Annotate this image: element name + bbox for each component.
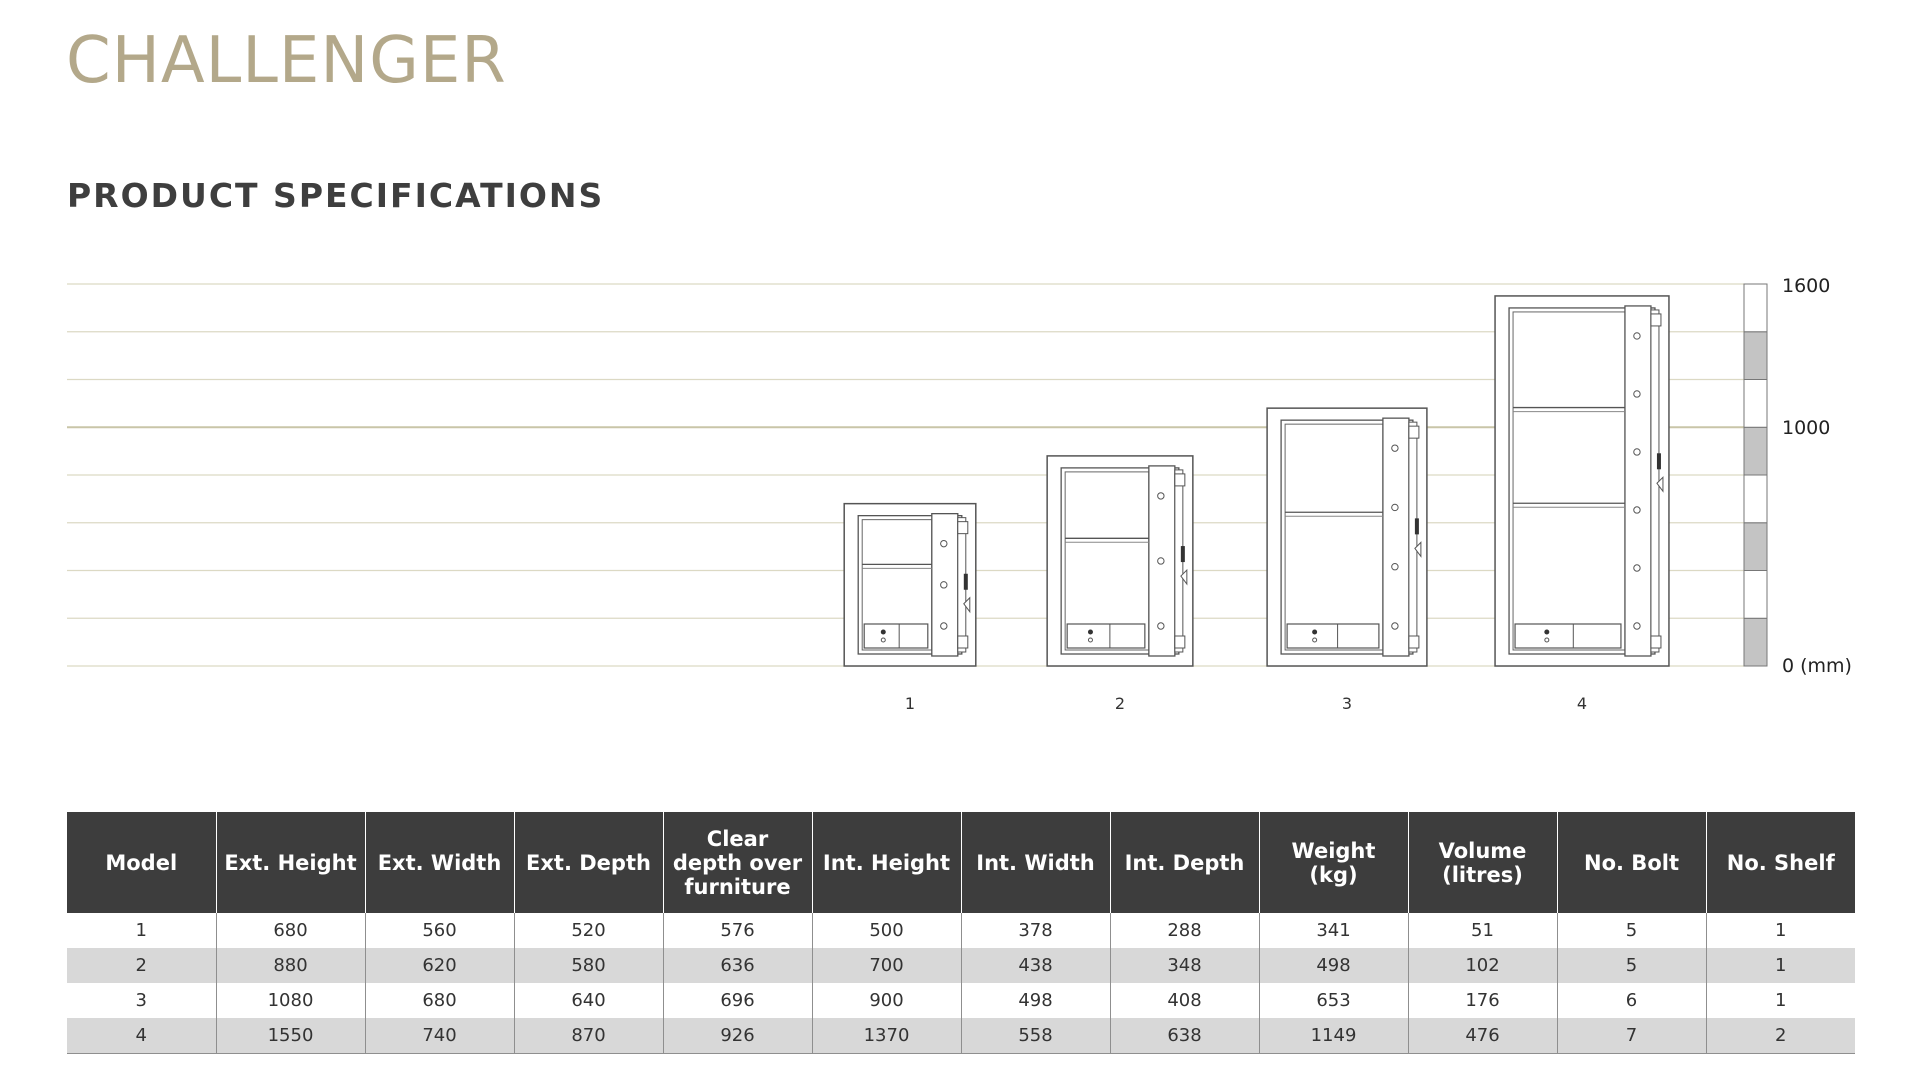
scale-label-1600: 1600: [1782, 275, 1831, 297]
table-cell: 740: [365, 1018, 514, 1054]
column-header-text: Int. Depth: [1124, 850, 1245, 875]
safe-model-1: [844, 504, 976, 713]
scale-segment: [1744, 427, 1767, 475]
table-cell: 636: [663, 948, 812, 983]
brand-title: CHALLENGER: [66, 24, 507, 98]
table-cell: 680: [216, 913, 365, 948]
table-cell: 51: [1408, 913, 1557, 948]
door-hinge: [1409, 426, 1419, 438]
scale-segment: [1744, 523, 1767, 571]
safe-drawer: [1287, 624, 1379, 648]
column-header-text: (kg): [1309, 862, 1358, 887]
column-header-text: Clear: [706, 826, 769, 851]
door-hinge: [958, 522, 968, 534]
column-header-text: Int. Height: [822, 850, 951, 875]
table-cell: 558: [961, 1018, 1110, 1054]
table-body: [67, 913, 1855, 1054]
scale-segment: [1744, 618, 1767, 666]
safe-door: [1383, 418, 1409, 656]
table-cell: 620: [365, 948, 514, 983]
column-header-text: No. Bolt: [1584, 850, 1679, 875]
safe-door: [1625, 306, 1651, 656]
table-row: [67, 1018, 1855, 1054]
scale-segment: [1744, 475, 1767, 523]
table-cell: 1370: [812, 1018, 961, 1054]
column-header-text: No. Shelf: [1726, 850, 1835, 875]
column-header: [1706, 812, 1855, 913]
column-header-text: Ext. Height: [224, 850, 357, 875]
table-cell: 900: [812, 983, 961, 1018]
door-bolt: [1392, 445, 1398, 451]
spec-table: [67, 812, 1855, 1054]
scale-segment: [1744, 284, 1767, 332]
door-bolt: [941, 623, 947, 629]
table-cell: 638: [1110, 1018, 1259, 1054]
column-header-text: depth over: [672, 850, 803, 875]
column-header: [1259, 812, 1408, 913]
column-header: [365, 812, 514, 913]
door-bolt: [1634, 565, 1640, 571]
table-cell: 640: [514, 983, 663, 1018]
column-header: [514, 812, 663, 913]
scale-labels: [1782, 275, 1852, 677]
door-hinge: [1651, 314, 1661, 326]
drawer-lock: [881, 630, 886, 635]
safe-drawer: [1515, 624, 1621, 648]
table-cell: 3: [67, 983, 216, 1018]
table-cell: 1: [1706, 948, 1855, 983]
column-header: [67, 812, 216, 913]
table-row: [67, 983, 1855, 1018]
door-bolt: [941, 582, 947, 588]
table-cell: 176: [1408, 983, 1557, 1018]
model-label: 4: [1576, 694, 1588, 713]
table-header-row: [67, 812, 1855, 913]
column-header-text: (litres): [1442, 862, 1523, 887]
table-cell: 341: [1259, 913, 1408, 948]
scale-segment: [1744, 571, 1767, 619]
table-cell: 1550: [216, 1018, 365, 1054]
scale-segment: [1744, 332, 1767, 380]
table-cell: 378: [961, 913, 1110, 948]
door-handle: [1181, 546, 1185, 562]
safe-illustrations: [844, 296, 1669, 713]
drawer-lock: [1088, 630, 1093, 635]
table-cell: 1: [1706, 913, 1855, 948]
column-header: [1557, 812, 1706, 913]
door-bolt: [1392, 623, 1398, 629]
table-cell: 498: [1259, 948, 1408, 983]
door-bolt: [1634, 333, 1640, 339]
door-edge: [1651, 310, 1659, 652]
door-hinge: [1175, 636, 1185, 648]
table-row: [67, 913, 1855, 948]
door-hinge: [958, 636, 968, 648]
door-bolt: [1158, 623, 1164, 629]
table-cell: 520: [514, 913, 663, 948]
table-cell: 2: [67, 948, 216, 983]
column-header-text: Weight: [1291, 838, 1376, 863]
safe-model-2: [1047, 456, 1193, 713]
table-cell: 1149: [1259, 1018, 1408, 1054]
table-cell: 576: [663, 913, 812, 948]
door-bolt: [1634, 391, 1640, 397]
column-header-text: Ext. Width: [377, 850, 502, 875]
table-cell: 560: [365, 913, 514, 948]
table-cell: 926: [663, 1018, 812, 1054]
model-label: 3: [1341, 694, 1353, 713]
table-row: [67, 948, 1855, 983]
door-handle: [1657, 453, 1661, 469]
column-header-text: furniture: [684, 874, 791, 899]
column-header: [812, 812, 961, 913]
table-cell: 476: [1408, 1018, 1557, 1054]
column-header-text: Ext. Depth: [526, 850, 651, 875]
scale-label-zero: 0 (mm): [1782, 655, 1852, 677]
table-cell: 7: [1557, 1018, 1706, 1054]
table-cell: 102: [1408, 948, 1557, 983]
door-handle: [964, 574, 968, 590]
drawer-lock: [1312, 630, 1317, 635]
door-hinge: [1651, 636, 1661, 648]
door-hinge: [1409, 636, 1419, 648]
column-header-text: Model: [105, 850, 178, 875]
table-cell: 680: [365, 983, 514, 1018]
door-edge: [1409, 422, 1417, 652]
door-bolt: [1634, 507, 1640, 513]
column-header-text: Int. Width: [976, 850, 1095, 875]
door-bolt: [1392, 504, 1398, 510]
column-header: [1110, 812, 1259, 913]
safe-drawer: [1067, 624, 1145, 648]
table-cell: 6: [1557, 983, 1706, 1018]
table-cell: 5: [1557, 948, 1706, 983]
table-cell: 2: [1706, 1018, 1855, 1054]
drawer-lock: [1544, 630, 1549, 635]
table-cell: 500: [812, 913, 961, 948]
table-cell: 288: [1110, 913, 1259, 948]
model-label: 1: [904, 694, 916, 713]
column-header: [663, 812, 812, 913]
column-header: [216, 812, 365, 913]
safe-model-3: [1267, 408, 1427, 713]
model-label: 2: [1114, 694, 1126, 713]
door-hinge: [1175, 474, 1185, 486]
table-cell: 498: [961, 983, 1110, 1018]
door-bolt: [941, 540, 947, 546]
table-cell: 438: [961, 948, 1110, 983]
safe-drawer: [864, 624, 928, 648]
table-cell: 870: [514, 1018, 663, 1054]
column-header: [1408, 812, 1557, 913]
table-cell: 700: [812, 948, 961, 983]
scale-bar: [1744, 284, 1767, 666]
table-cell: 580: [514, 948, 663, 983]
column-header: [961, 812, 1110, 913]
table-cell: 408: [1110, 983, 1259, 1018]
table-cell: 4: [67, 1018, 216, 1054]
door-bolt: [1634, 623, 1640, 629]
door-bolt: [1392, 564, 1398, 570]
table-cell: 1080: [216, 983, 365, 1018]
table-cell: 1: [67, 913, 216, 948]
table-cell: 696: [663, 983, 812, 1018]
table-cell: 5: [1557, 913, 1706, 948]
door-bolt: [1634, 449, 1640, 455]
door-bolt: [1158, 558, 1164, 564]
scale-segment: [1744, 380, 1767, 428]
section-title: PRODUCT SPECIFICATIONS: [67, 176, 605, 215]
scale-label-1000: 1000: [1782, 417, 1831, 439]
table-cell: 653: [1259, 983, 1408, 1018]
door-handle: [1415, 518, 1419, 534]
table-cell: 880: [216, 948, 365, 983]
table-cell: 1: [1706, 983, 1855, 1018]
door-bolt: [1158, 493, 1164, 499]
column-header-text: Volume: [1438, 838, 1527, 863]
safe-model-4: [1495, 296, 1669, 713]
table-cell: 348: [1110, 948, 1259, 983]
